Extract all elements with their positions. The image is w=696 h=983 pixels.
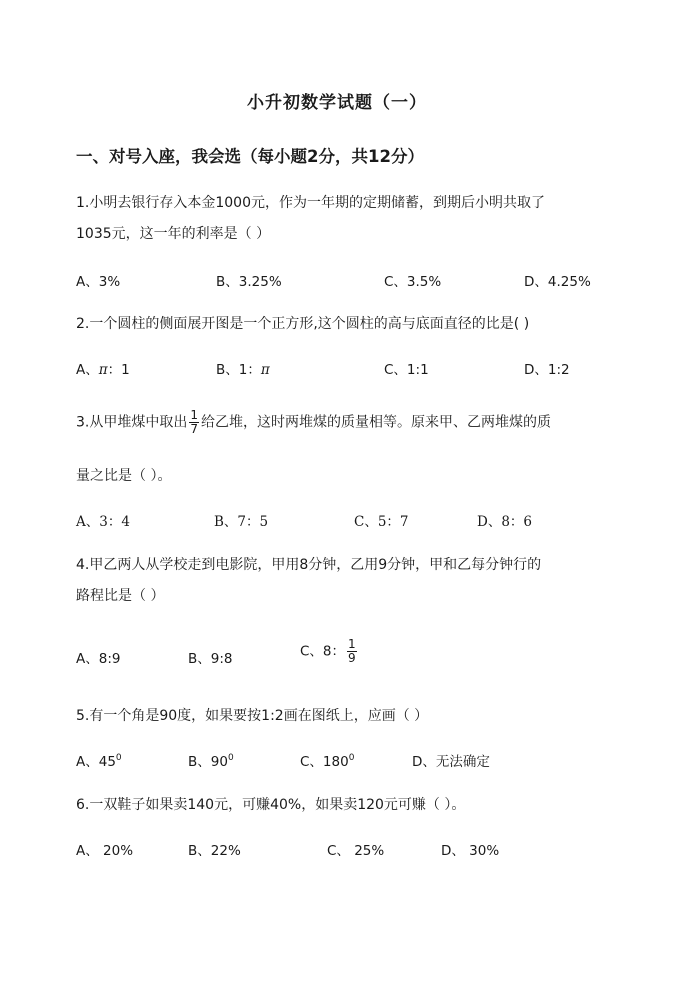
pi-symbol: π	[98, 362, 108, 378]
question-1-line-2: 1035元，这一年的利率是（ ）	[76, 226, 271, 242]
question-2-option-a: A、π：1	[76, 362, 130, 378]
question-2-option-d: D、1:2	[524, 362, 570, 378]
question-3-line-2: 量之比是（ ）。	[76, 468, 172, 484]
question-1-option-b: B、3.25%	[216, 274, 282, 290]
question-3-option-a: A、3：4	[76, 514, 130, 530]
question-1-option-d: D、4.25%	[524, 274, 591, 290]
question-3-line-1: 3.从甲堆煤中取出 $\frac{1}{7}$ 给乙堆，这时两堆煤的质量相等。原来甲、乙两堆煤的质	[76, 408, 551, 436]
question-1-line-1: 1.小明去银行存入本金1000元，作为一年期的定期储蓄，到期后小明共取了	[76, 195, 545, 211]
question-1-option-a: A、3%	[76, 274, 121, 290]
question-4-option-a: A、8:9	[76, 651, 121, 667]
question-4-line-1: 4.甲乙两人从学校走到电影院，甲用8分钟，乙用9分钟，甲和乙每分钟行的	[76, 557, 542, 573]
question-6-option-b: B、22%	[188, 843, 241, 859]
question-5-option-c: C、$180^0$	[300, 753, 355, 770]
question-5-option-d: D、无法确定	[412, 754, 490, 770]
question-2-line-1: 2.一个圆柱的侧面展开图是一个正方形,这个圆柱的高与底面直径的比是( )	[76, 316, 530, 332]
question-4-option-c: C、8： $\frac{1}{9}$	[300, 637, 356, 665]
question-4-line-2: 路程比是（ ）	[76, 588, 165, 604]
question-2-option-b: B、1：π	[216, 362, 270, 378]
question-6-line-1: 6.一双鞋子如果卖140元，可赚40%，如果卖120元可赚（ ）。	[76, 797, 466, 813]
fraction-one-seventh: $\frac{1}{7}$	[190, 408, 198, 436]
question-5-line-1: 5.有一个角是90度，如果要按1:2画在图纸上，应画（ ）	[76, 708, 429, 724]
question-6-option-a: A、 20%	[76, 843, 134, 859]
fraction-one-ninth: $\frac{1}{9}$	[348, 637, 356, 665]
question-5-option-b: B、$90^0$	[188, 753, 234, 770]
pi-symbol: π	[260, 362, 270, 378]
page-title: 小升初数学试题（一）	[247, 93, 427, 113]
question-1-option-c: C、3.5%	[384, 274, 442, 290]
question-3-option-d: D、8：6	[477, 514, 533, 530]
question-6-option-d: D、 30%	[441, 843, 500, 859]
question-6-option-c: C、 25%	[327, 843, 385, 859]
question-3-option-b: B、7：5	[214, 514, 269, 530]
section-heading: 一、对号入座，我会选（每小题2分，共12分）	[76, 147, 424, 166]
question-5-option-a: A、$45^0$	[76, 753, 122, 770]
question-2-option-c: C、1:1	[384, 362, 429, 378]
question-4-option-b: B、9:8	[188, 651, 233, 667]
question-3-option-c: C、5：7	[354, 514, 409, 530]
